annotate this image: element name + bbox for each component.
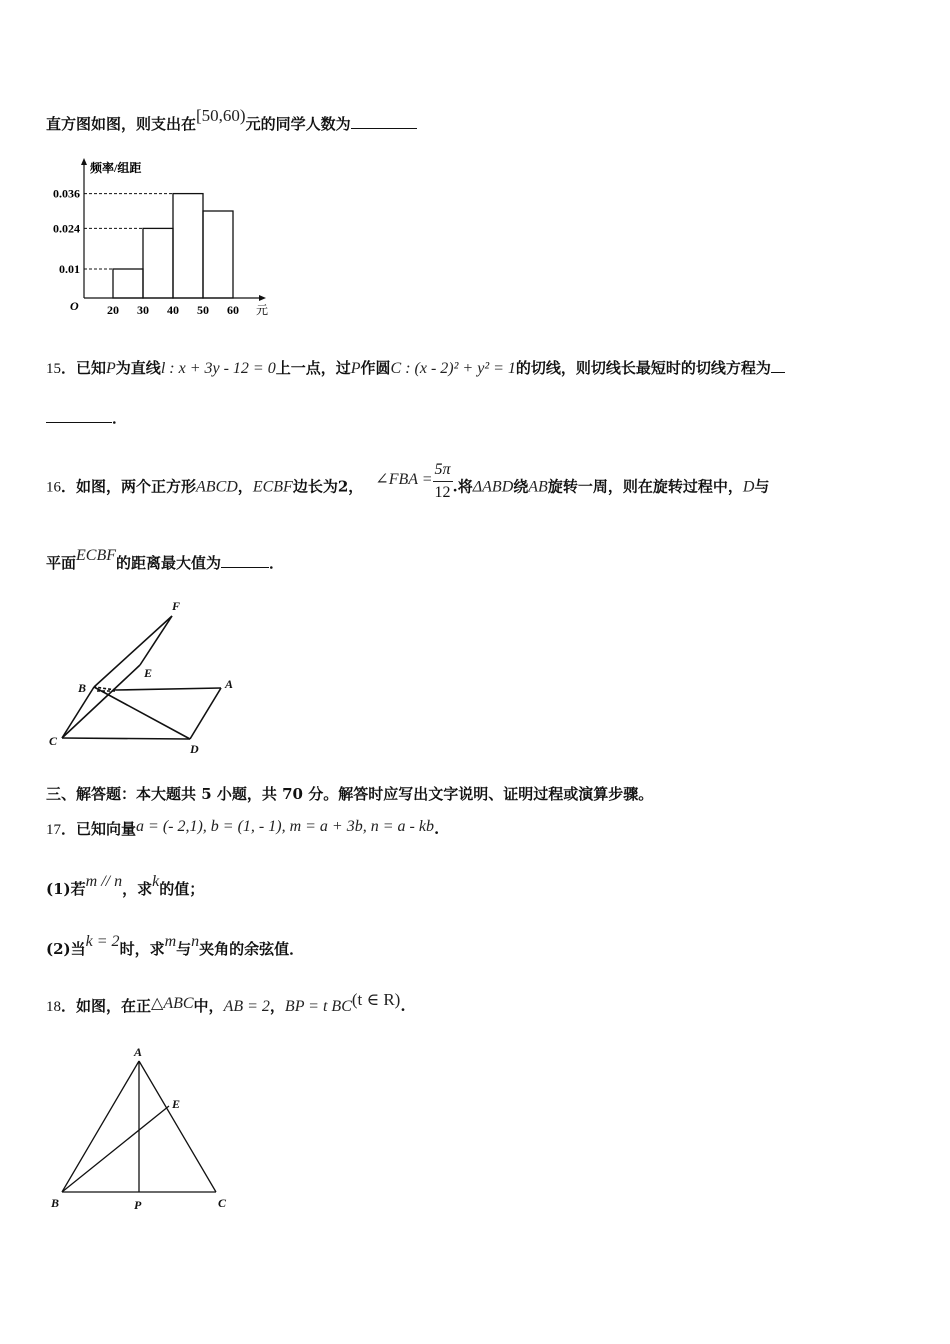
p18-end: . [400, 997, 406, 1015]
p16-text-a: ．如图，两个正方形 [61, 477, 197, 496]
hist-xtick-50: 50 [197, 303, 209, 317]
p17-q1-label: (1) [46, 880, 71, 898]
p16-end: ． [269, 554, 285, 572]
hist-xtick-20: 20 [107, 303, 119, 317]
p18-number: 18 [46, 999, 61, 1015]
p18-text-b: 中， [193, 997, 224, 1015]
p14-interval: [50,60) [196, 106, 246, 125]
hist-xtick-40: 40 [167, 303, 179, 317]
edge-B-F [94, 616, 172, 687]
p15-point-p: P [106, 360, 116, 377]
p17-q2-condition: k = 2 [85, 933, 120, 950]
p16-plane: ECBF [76, 547, 117, 564]
p16-point-d: D [742, 478, 755, 496]
p16-text-e: 旋转一周，则在旋转过程中， [547, 477, 743, 496]
histogram-chart [40, 152, 280, 322]
p17-q2-c: 与 [176, 940, 192, 958]
fig16-label-C: C [49, 734, 58, 748]
p16-length: 2 [337, 477, 349, 496]
p18-ab: AB = 2 [223, 998, 270, 1015]
p17-end: . [433, 820, 440, 838]
fig18-label-P: P [134, 1198, 142, 1212]
hist-origin: O [70, 299, 79, 313]
hist-ytick-0.024: 0.024 [53, 221, 80, 236]
p17-q2-m: m [164, 933, 177, 950]
p18-sep: ， [269, 997, 285, 1015]
problem-14-text [46, 106, 417, 135]
p15-text-d: 作圆 [360, 359, 391, 377]
p16-frac-den: 12 [434, 484, 451, 501]
p18-text-a: ．如图，在正 [61, 997, 152, 1015]
p16-text-d: 绕 [513, 477, 529, 496]
side-A-B [62, 1061, 139, 1192]
fig18-label-C: C [218, 1196, 227, 1210]
figure-16 [40, 592, 260, 762]
hist-xtick-30: 30 [137, 303, 149, 317]
p14-text-b: 元的同学人数为 [245, 115, 351, 133]
edge-A-D [190, 688, 221, 739]
p16-text-b: 边长为 [292, 477, 338, 496]
fig18-label-E: E [172, 1097, 181, 1111]
hist-y-label: 频率/组距 [90, 161, 142, 175]
p17-q2-n: n [191, 933, 200, 950]
p15-answer-blank [46, 408, 112, 423]
hist-xtick-60: 60 [227, 303, 239, 317]
fig16-label-D: D [190, 742, 199, 756]
p16-text-g: 平面 [46, 554, 77, 572]
p15-blank-start [771, 358, 785, 373]
p18-bp: BP = t BC [284, 998, 352, 1015]
edge-D-C [62, 738, 190, 739]
p15-line-equation: l : x + 3y - 12 = 0 [160, 360, 276, 377]
edge-A-front [116, 688, 221, 690]
hist-ytick-0.036: 0.036 [53, 186, 80, 201]
p17-question-2 [46, 933, 305, 961]
p17-q1-a: 若 [70, 880, 86, 898]
p16-sep: ， [237, 477, 253, 496]
problem-18 [46, 990, 406, 1018]
p16-text-f: 与 [754, 477, 770, 496]
hist-bar-40-50 [173, 194, 203, 298]
edge-E-C [62, 665, 140, 738]
fig16-label-A: A [225, 677, 234, 691]
p16-text-b2: ， [348, 477, 364, 496]
problem-16-continued [46, 547, 285, 575]
p17-q1-condition: m // n [85, 873, 123, 890]
side-C-A [139, 1061, 216, 1192]
p17-vectors: a = (- 2,1), b = (1, - 1), m = a + 3b, n = a - kb [136, 818, 434, 835]
p14-answer-blank [351, 114, 417, 129]
p16-text-c: .将 [452, 477, 473, 496]
problem-15 [46, 357, 785, 380]
p17-question-1 [46, 873, 205, 901]
fig18-label-B: B [51, 1196, 60, 1210]
p15-circle-equation: C : (x - 2)² + y² = 1 [390, 360, 516, 377]
p17-q2-d: 夹角的余弦值． [199, 940, 305, 958]
p14-text-a: 直方图如图，则支出在 [46, 115, 197, 133]
p17-q1-c: 的值； [159, 880, 205, 898]
p16-number: 16 [46, 479, 61, 496]
fig18-label-A: A [134, 1045, 143, 1059]
hist-bar-30-40 [143, 228, 173, 298]
p17-number: 17 [46, 822, 61, 838]
p15-text-a: ．已知 [61, 359, 107, 377]
p16-answer-blank [221, 553, 269, 568]
figure-18 [40, 1040, 250, 1220]
p15-point-p2: P [350, 360, 361, 377]
fig16-label-E: E [144, 666, 153, 680]
p16-angle: ∠FBA = [375, 470, 433, 488]
hist-bar-50-60 [203, 211, 233, 298]
problem-15-continued [46, 407, 127, 429]
section-3-header: 三、解答题：本大题共 5 小题，共 70 分。解答时应写出文字说明、证明过程或演算步骤。 [46, 785, 654, 803]
p16-square-1: ABCD [196, 478, 238, 496]
p16-fraction [433, 459, 453, 504]
p15-number: 15 [46, 361, 61, 377]
p15-text-e: 的切线，则切线长最短时的切线方程为 [515, 359, 771, 377]
hist-y-arrow [81, 158, 87, 165]
p17-text-a: ．已知向量 [61, 820, 137, 838]
problem-17 [46, 818, 439, 841]
p16-frac-num: 5π [433, 459, 453, 482]
p17-q2-b: 时，求 [119, 940, 165, 958]
fig16-label-F: F [172, 599, 181, 613]
p15-text-c: 上一点，过 [275, 359, 351, 377]
p17-q1-k: k [152, 873, 160, 890]
p17-q2-label: (2) [46, 940, 71, 958]
p15-text-b: 为直线 [115, 359, 161, 377]
p16-square-2: ECBF [252, 478, 293, 496]
p16-text-h: 的距离最大值为 [116, 554, 222, 572]
fig16-label-B: B [78, 681, 87, 695]
problem-16 [46, 461, 770, 510]
p18-triangle: △ABC [151, 995, 194, 1012]
segment-B-E [62, 1106, 169, 1192]
p17-q2-a: 当 [70, 940, 86, 958]
p16-triangle: ΔABD [472, 478, 514, 496]
hist-bar-20-30 [113, 269, 143, 298]
hist-ytick-0.01: 0.01 [59, 262, 80, 276]
p16-axis: AB [528, 478, 548, 496]
p15-end: ． [112, 409, 128, 427]
hist-x-arrow [259, 295, 266, 301]
hist-x-unit: 元 [256, 303, 269, 317]
p18-condition: (t ∈ R) [351, 990, 401, 1009]
p17-q1-b: ，求 [122, 880, 153, 898]
edge-B-D [94, 687, 190, 739]
